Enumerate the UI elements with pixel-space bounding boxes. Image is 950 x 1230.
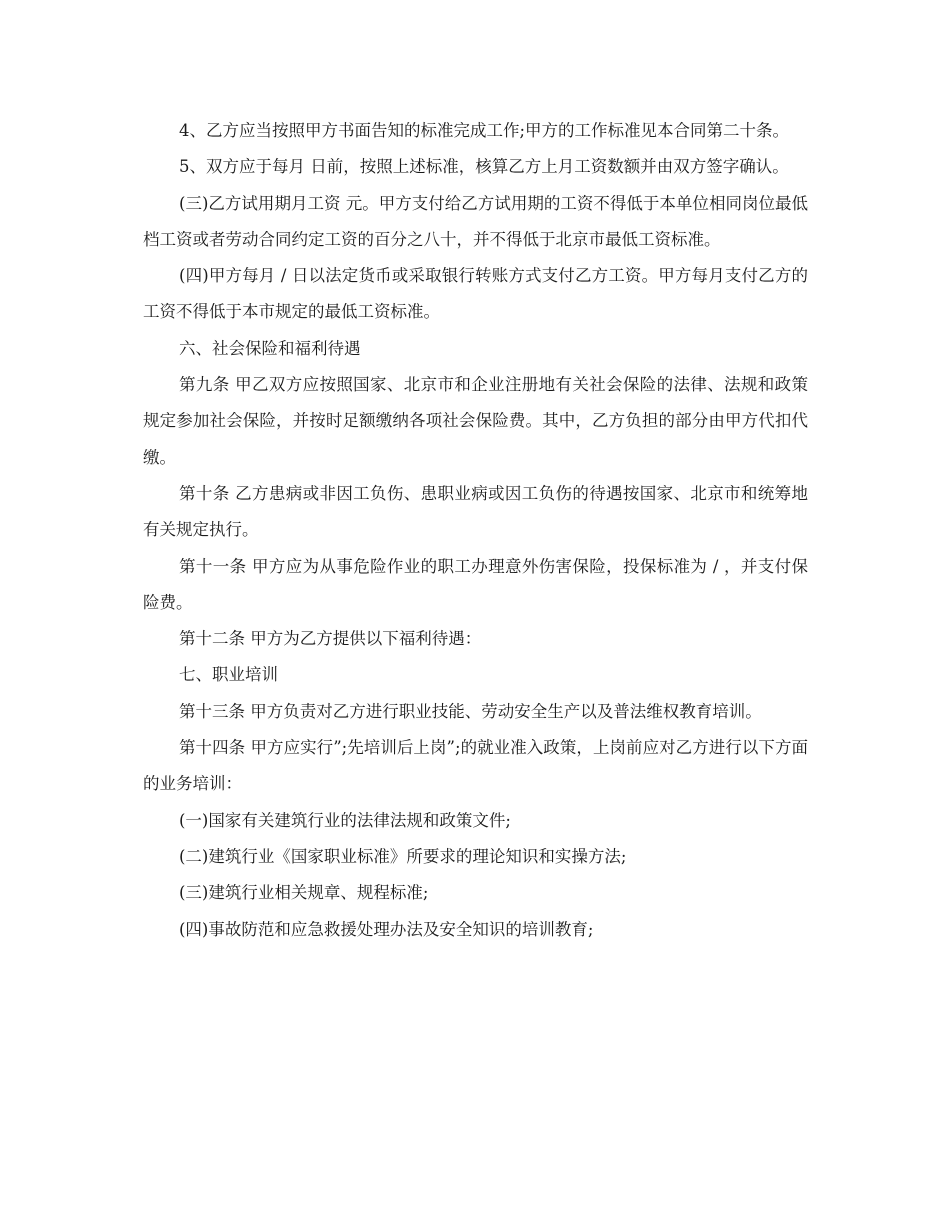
article-12: 第十二条 甲方为乙方提供以下福利待遇：	[179, 629, 482, 649]
article-13: 第十三条 甲方负责对乙方进行职业技能、劳动安全生产以及普法维权教育培训。	[179, 701, 762, 721]
clause-4-work-standard: 4、乙方应当按照甲方书面告知的标准完成工作;甲方的工作标准见本合同第二十条。	[179, 121, 790, 140]
clause-5-salary-confirmation: 5、双方应于每月 日前，按照上述标准，核算乙方上月工资数额并由双方签字确认。	[179, 157, 789, 177]
section-heading-training: 七、职业培训	[179, 665, 278, 685]
clause-probation-salary: (三)乙方试用期月工资 元。甲方支付给乙方试用期的工资不得低于本单位相同岗位最低档工资或者劳动合同约定工资的百分之八十，并不得低于北京市最低工资标准。	[143, 193, 808, 249]
training-item-4: (四)事故防范和应急救援处理办法及安全知识的培训教育;	[179, 919, 594, 939]
article-9: 第九条 甲乙双方应按照国家、北京市和企业注册地有关社会保险的法律、法规和政策规定参加社会保险，并按时足额缴纳各项社会保险费。其中，乙方负担的部分由甲方代扣代缴。	[143, 375, 808, 467]
section-heading-social-insurance: 六、社会保险和福利待遇	[179, 338, 361, 358]
document-body	[143, 113, 808, 948]
article-14: 第十四条 甲方应实行”;先培训后上岗”;的就业准入政策，上岗前应对乙方进行以下方面的业务培训：	[143, 738, 808, 794]
training-item-2: (二)建筑行业《国家职业标准》所要求的理论知识和实操方法;	[179, 846, 627, 866]
article-11: 第十一条 甲方应为从事危险作业的职工办理意外伤害保险，投保标准为 / ，并支付保险费。	[143, 556, 808, 612]
article-10: 第十条 乙方患病或非因工负伤、患职业病或因工负伤的待遇按国家、北京市和统筹地有关规定执行。	[143, 483, 808, 540]
clause-salary-payment: (四)甲方每月 / 日以法定货币或采取银行转账方式支付乙方工资。甲方每月支付乙方的工资不得低于本市规定的最低工资标准。	[143, 266, 808, 322]
training-item-1: (一)国家有关建筑行业的法律法规和政策文件;	[179, 810, 511, 830]
training-item-3: (三)建筑行业相关规章、规程标准;	[179, 883, 429, 903]
